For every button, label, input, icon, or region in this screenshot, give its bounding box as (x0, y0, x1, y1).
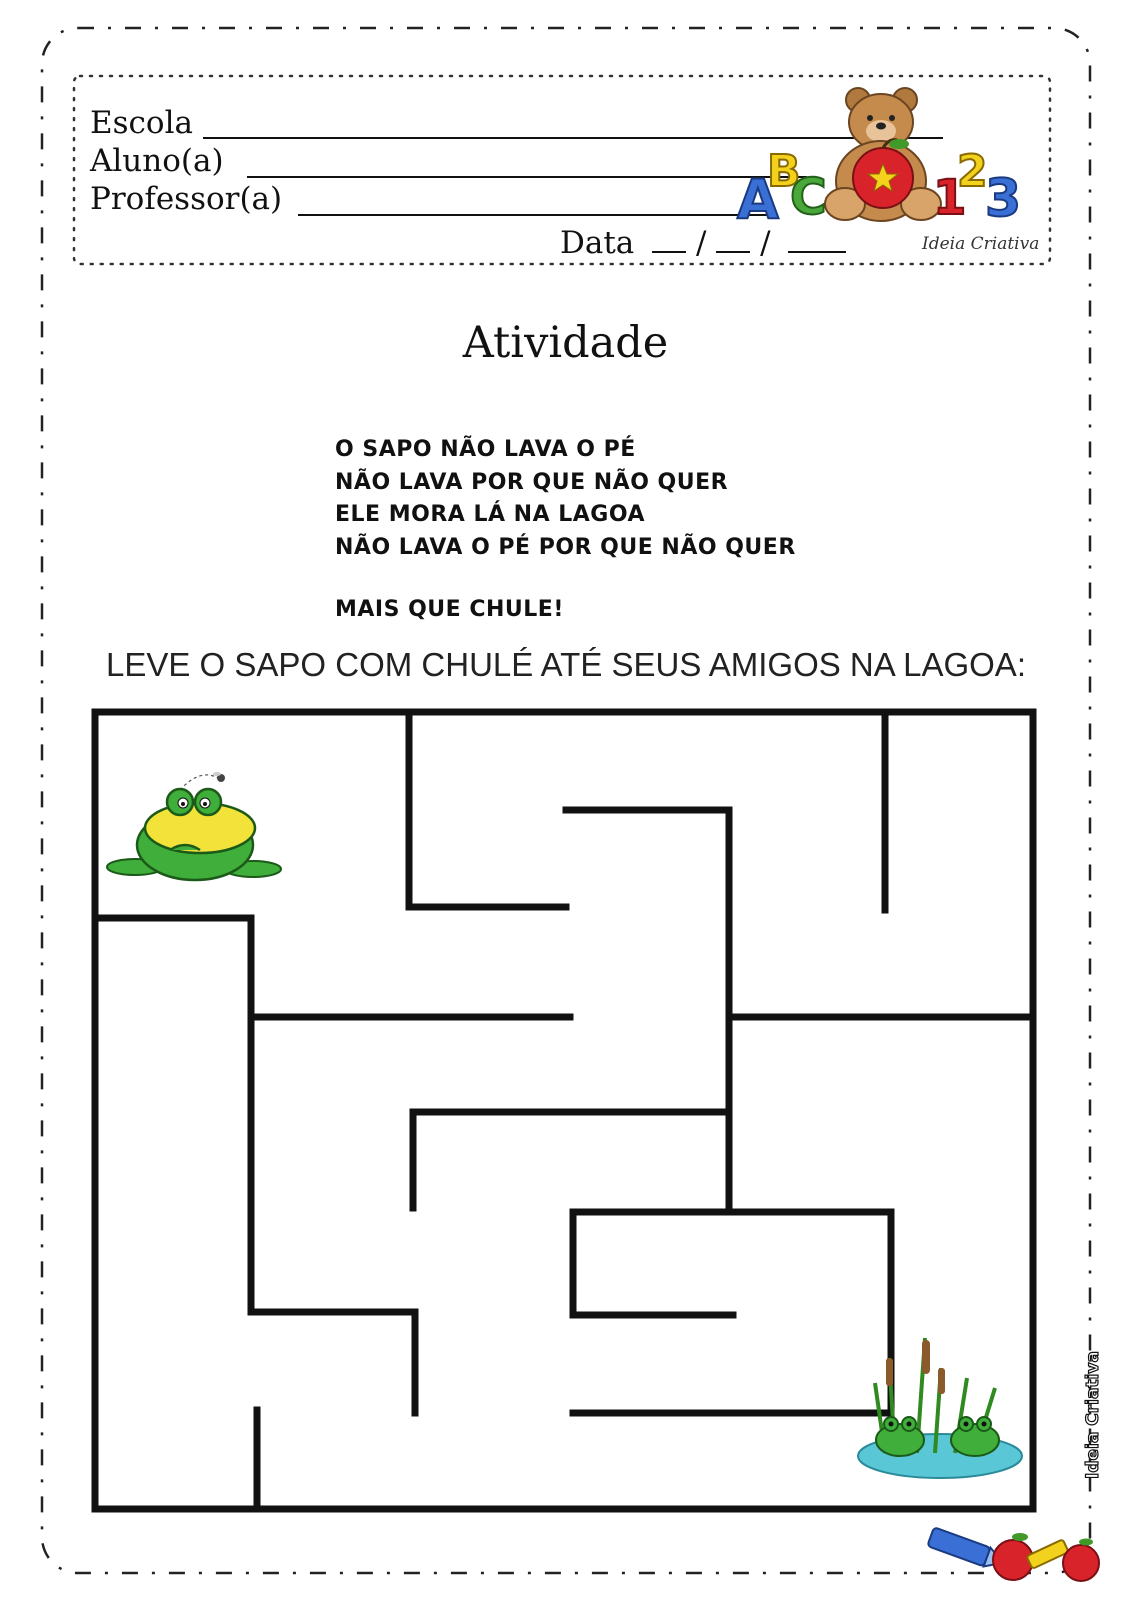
date-separator: / (696, 225, 707, 261)
poem-line: ELE MORA LÁ NA LAGOA (335, 502, 645, 527)
frogs-in-pond-icon (855, 1328, 1030, 1488)
poem-exclamation: MAIS QUE CHULE! (335, 597, 564, 622)
crayon-apples-icon (918, 1515, 1108, 1590)
svg-text:C: C (790, 168, 827, 226)
svg-text:3: 3 (985, 169, 1022, 229)
date-label: Data (560, 225, 635, 261)
date-separator: / (760, 225, 771, 261)
svg-text:A: A (737, 168, 779, 231)
poem-line: O SAPO NÃO LAVA O PÉ (335, 437, 636, 462)
instruction-text: LEVE O SAPO COM CHULÉ ATÉ SEUS AMIGOS NA LAGOA: (106, 646, 1026, 683)
page-title: Atividade (462, 318, 669, 368)
teacher-label: Professor(a) (90, 181, 283, 217)
side-watermark-text: Ideia Criativa (1083, 1351, 1103, 1479)
poem-line: NÃO LAVA POR QUE NÃO QUER (335, 469, 729, 495)
school-label: Escola (90, 105, 193, 141)
brand-signature: Ideia Criativa (922, 234, 1040, 254)
poem-line: NÃO LAVA O PÉ POR QUE NÃO QUER (335, 534, 796, 560)
svg-text:B: B (767, 146, 801, 197)
svg-text:1: 1 (933, 170, 967, 226)
frog-with-fly-icon (105, 770, 285, 895)
student-label: Aluno(a) (90, 143, 224, 179)
svg-text:2: 2 (957, 146, 988, 197)
